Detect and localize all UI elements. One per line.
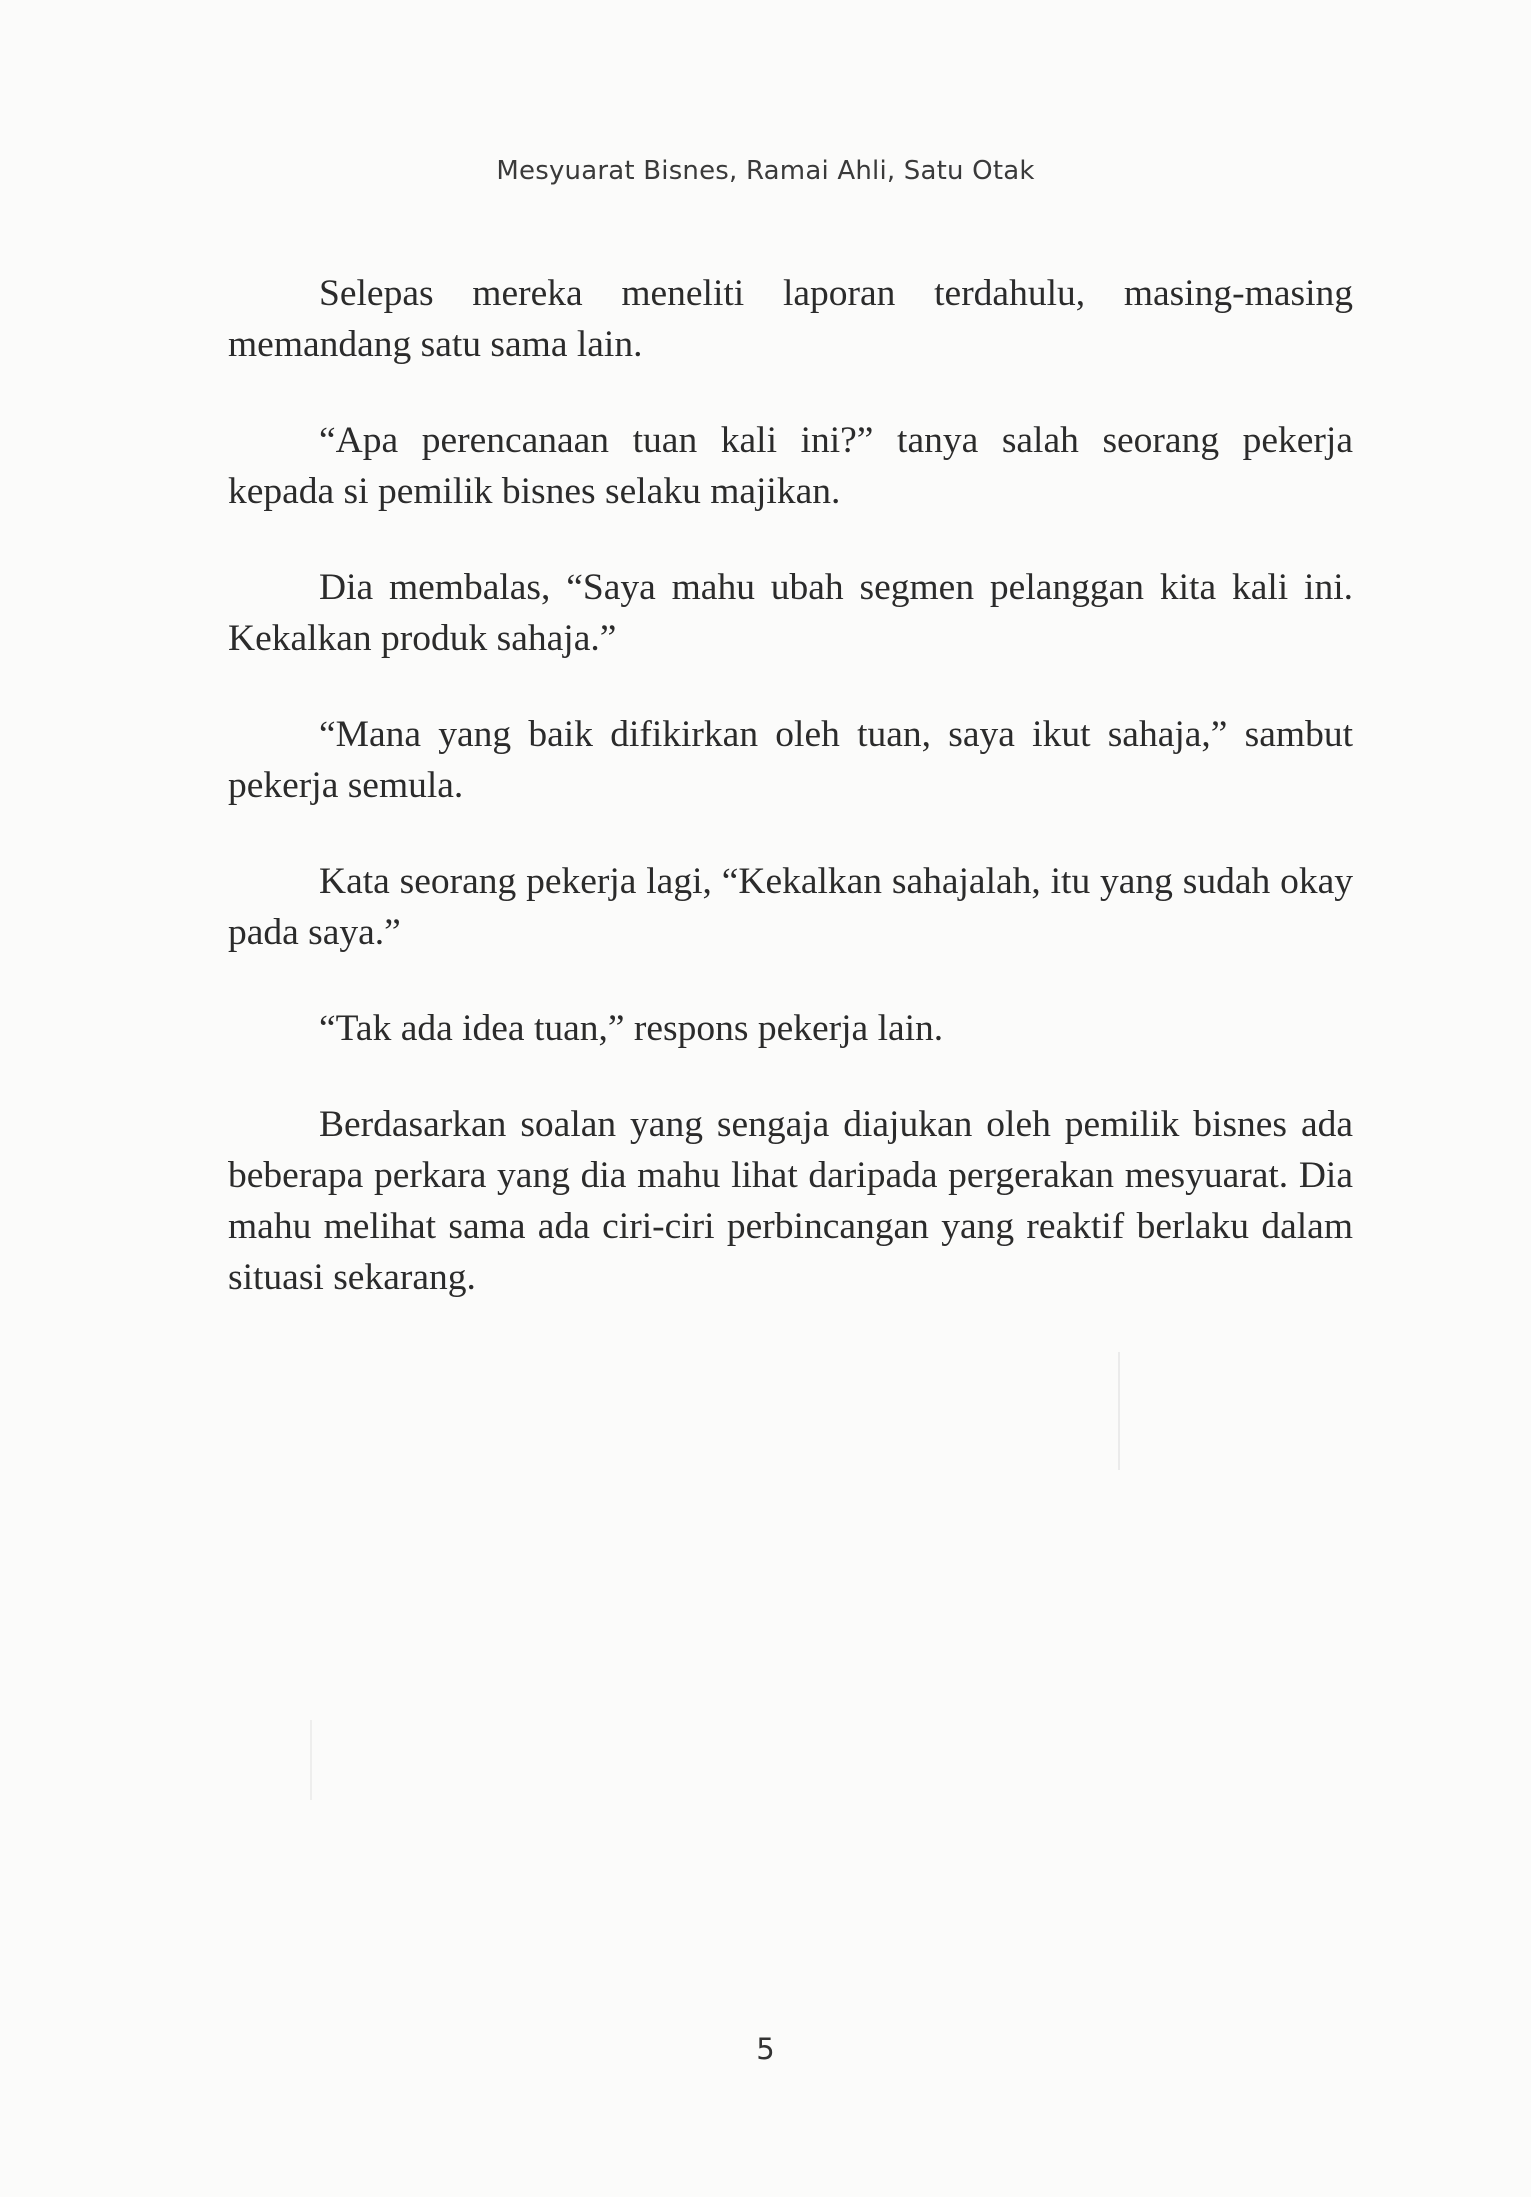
running-header: Mesyuarat Bisnes, Ramai Ahli, Satu Otak — [496, 156, 1035, 186]
paragraph: “Mana yang baik difikirkan oleh tuan, saya ikut sahaja,” sambut pekerja semula. — [228, 714, 1353, 806]
paragraph: Berdasarkan soalan yang sengaja diajukan oleh pemilik bisnes ada beberapa perkara yang dia mahu lihat daripada pergerakan mesyuarat. Dia mahu melihat sama ada ciri-ciri perbincangan yang reaktif berlaku dalam situasi sekarang. — [228, 1104, 1353, 1298]
paragraph: Selepas mereka meneliti laporan terdahulu, masing-masing memandang satu sama lain. — [228, 273, 1353, 365]
paragraph: Dia membalas, “Saya mahu ubah segmen pelanggan kita kali ini. Kekalkan produk sahaja.” — [228, 567, 1353, 659]
paragraph: Kata seorang pekerja lagi, “Kekalkan sahajalah, itu yang sudah okay pada saya.” — [228, 861, 1353, 953]
body-text — [228, 268, 1353, 1348]
page-number: 5 — [756, 2032, 775, 2066]
paragraph: “Tak ada idea tuan,” respons pekerja lain. — [319, 1008, 944, 1049]
paragraph: “Apa perencanaan tuan kali ini?” tanya salah seorang pekerja kepada si pemilik bisnes selaku majikan. — [228, 420, 1353, 512]
scan-artifact-line — [310, 1720, 312, 1800]
scan-artifact-line — [1118, 1352, 1120, 1470]
